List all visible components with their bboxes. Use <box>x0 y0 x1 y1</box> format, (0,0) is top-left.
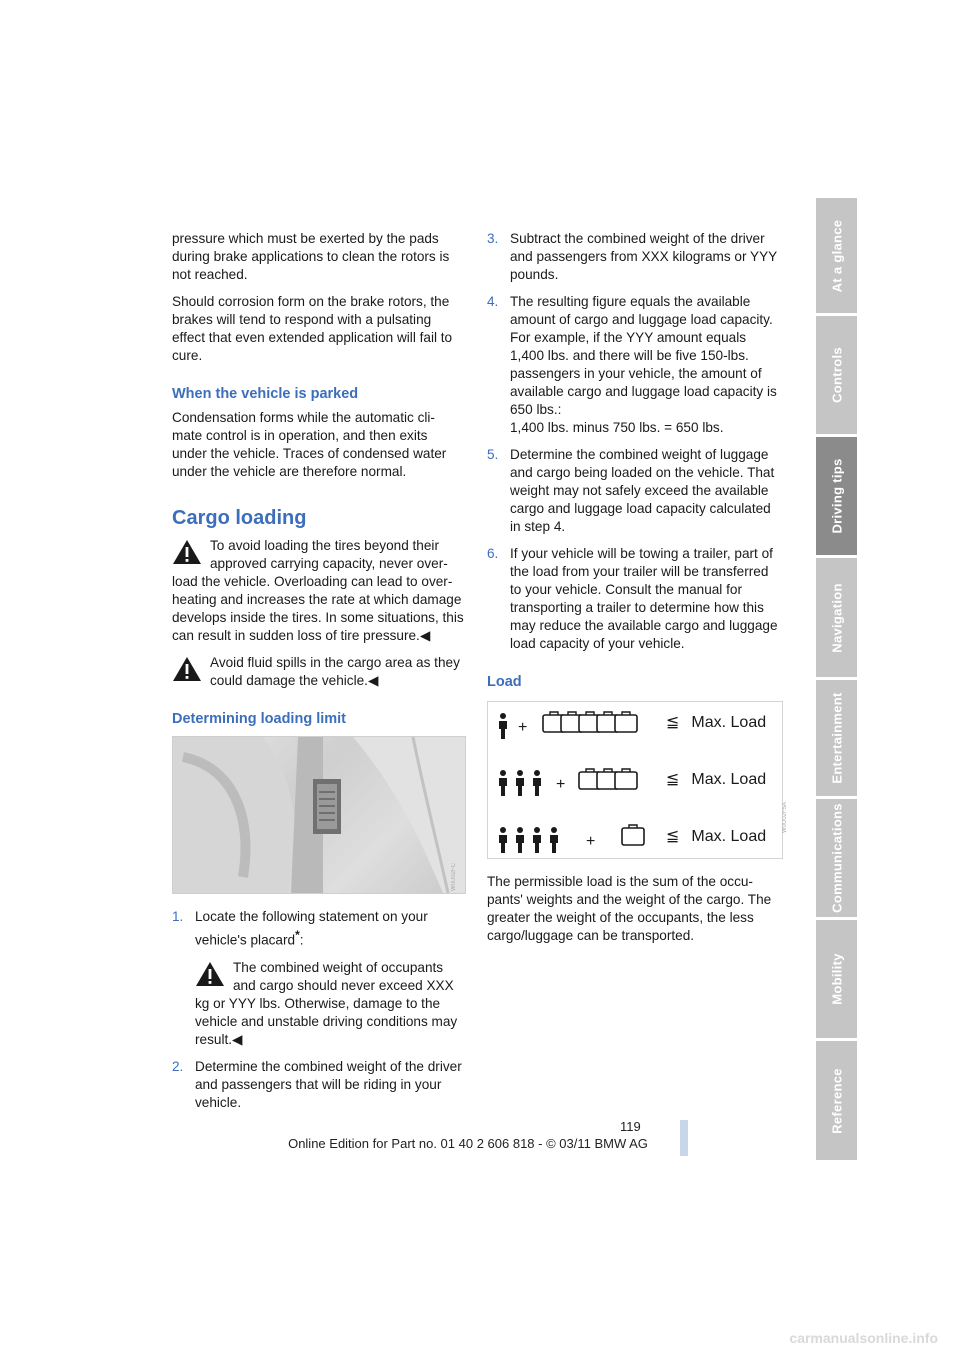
warning-triangle-icon <box>172 539 202 565</box>
tab-label: Navigation <box>829 582 844 653</box>
tab-label: Driving tips <box>829 458 844 534</box>
step-5 <box>487 446 779 536</box>
step-number: 2. <box>172 1058 184 1074</box>
less-equal-symbol: ≦ <box>666 771 680 788</box>
step-4 <box>487 293 779 437</box>
heading-determining-limit: Determining loading limit <box>172 711 347 727</box>
paragraph-brake-corrosion: Should corrosion form on the brake rotors, the brakes will tend to respond with a pulsating effect that even extended application will fail to cure. <box>172 294 453 363</box>
tab-reference[interactable] <box>816 1041 857 1160</box>
tab-at-a-glance[interactable] <box>816 198 857 313</box>
step-4-calculation: 1,400 lbs. minus 750 lbs. = 650 lbs. <box>510 420 724 435</box>
optional-equipment-star: * <box>295 928 300 942</box>
load-diagram-code: W0U02F5A <box>782 802 788 834</box>
step-1 <box>172 908 464 950</box>
tab-label: Controls <box>829 347 844 403</box>
step-2-text: Determine the combined weight of the driver and passengers that will be riding in your vehicle. <box>195 1058 462 1110</box>
step-number: 3. <box>487 231 499 246</box>
load-row-1-label <box>666 714 766 732</box>
paragraph-condensation: Condensation forms while the automatic cli-mate control is in operation, and then exits under the vehicle. Traces of condensed water under the vehicle are therefore normal. <box>172 410 447 479</box>
page-number: 119 <box>620 1119 641 1134</box>
warning-overload <box>172 537 464 645</box>
tab-label: Mobility <box>829 953 844 1005</box>
tab-navigation[interactable] <box>816 558 857 677</box>
max-load-label: Max. Load <box>691 771 767 788</box>
step-number: 4. <box>487 294 499 309</box>
step-number: 5. <box>487 447 499 462</box>
step-number: 1. <box>172 909 184 924</box>
step-5-text: Determine the combined weight of luggage and cargo being loaded on the vehicle. That weight may not safely exceed the available cargo and luggage load capacity calculated in step 4. <box>510 447 775 534</box>
tab-label: Entertainment <box>829 692 844 784</box>
watermark: carmanualsonline.info <box>789 1330 938 1346</box>
left-column <box>172 230 464 1121</box>
tab-label: At a glance <box>829 219 844 292</box>
heading-vehicle-parked: When the vehicle is parked <box>172 386 359 402</box>
footer-accent-bar <box>680 1120 688 1156</box>
plus-sign: + <box>518 719 528 736</box>
warning-overload-text: To avoid loading the tires beyond their approved carrying capacity, never over-load the vehicle. Overloading can lead to over-heating and increases the rate at which damage develops inside the tires. In some situations, this can result in sudden loss of tire pressure.◀ <box>172 538 464 643</box>
paragraph-brake-pressure: pressure which must be exerted by the pads during brake applications to clean the rotors is not reached. <box>172 231 450 282</box>
tab-entertainment[interactable] <box>816 680 857 796</box>
placard-location-photo <box>172 736 466 894</box>
step-1-text: Locate the following statement on your vehicle's placard <box>195 909 428 948</box>
tab-mobility[interactable] <box>816 920 857 1038</box>
load-diagram <box>487 701 788 859</box>
step-3-text: Subtract the combined weight of the driver and passengers from XXX kilograms or YYY pounds. <box>510 231 777 282</box>
tab-communications[interactable] <box>816 799 857 917</box>
less-equal-symbol: ≦ <box>666 714 680 731</box>
warning-placard-statement <box>195 959 464 1049</box>
step-6 <box>487 545 779 653</box>
max-load-label: Max. Load <box>691 828 767 845</box>
svg-text:+: + <box>586 833 596 850</box>
step-2 <box>172 1058 464 1112</box>
load-row-2-label <box>666 771 766 789</box>
step-4-text: The resulting figure equals the available amount of cargo and luggage load capacity. For example, if the YYY amount equals 1,400 lbs. and there will be five 150-lbs. passengers in your vehicle, the amount of available cargo and luggage load capacity is 650 lbs.: <box>510 294 777 417</box>
heading-cargo-loading: Cargo loading <box>172 507 307 529</box>
step-number: 6. <box>487 546 499 561</box>
footer-edition: Online Edition for Part no. 01 40 2 606 818 - © 03/11 BMW AG <box>288 1136 648 1151</box>
step-3 <box>487 230 779 284</box>
heading-load: Load <box>487 674 522 690</box>
warning-placard-text: The combined weight of occupants and cargo should never exceed XXX kg or YYY lbs. Otherwise, damage to the vehicle and unstable driving conditions may result.◀ <box>195 959 458 1047</box>
photo-code: W0U02FC <box>451 862 457 891</box>
right-column <box>487 230 788 954</box>
less-equal-symbol: ≦ <box>666 828 680 845</box>
warning-fluid-text: Avoid fluid spills in the cargo area as they could damage the vehicle.◀ <box>210 655 460 688</box>
svg-text:+: + <box>556 776 566 793</box>
warning-triangle-icon <box>195 961 225 987</box>
step-6-text: If your vehicle will be towing a trailer, part of the load from your trailer will be transferred to your vehicle. Consult the manual for transporting a trailer to determine how this may reduce the available cargo and luggage load capacity of your vehicle. <box>510 546 778 651</box>
tab-controls[interactable] <box>816 316 857 434</box>
car-door-illustration <box>173 737 465 893</box>
tab-label: Reference <box>829 1067 844 1134</box>
paragraph-permissible-load: The permissible load is the sum of the occu-pants' weights and the weight of the cargo. The greater the weight of the occupants, the less cargo/luggage can be transported. <box>487 874 772 943</box>
tab-label: Communications <box>829 803 844 913</box>
step-1-end: : <box>299 932 304 948</box>
chapter-sidebar <box>816 198 857 1160</box>
warning-triangle-icon <box>172 656 202 682</box>
warning-fluid-spills <box>172 654 464 690</box>
tab-driving-tips[interactable] <box>816 437 857 555</box>
load-row-3-label <box>666 828 766 846</box>
max-load-label: Max. Load <box>691 714 767 731</box>
